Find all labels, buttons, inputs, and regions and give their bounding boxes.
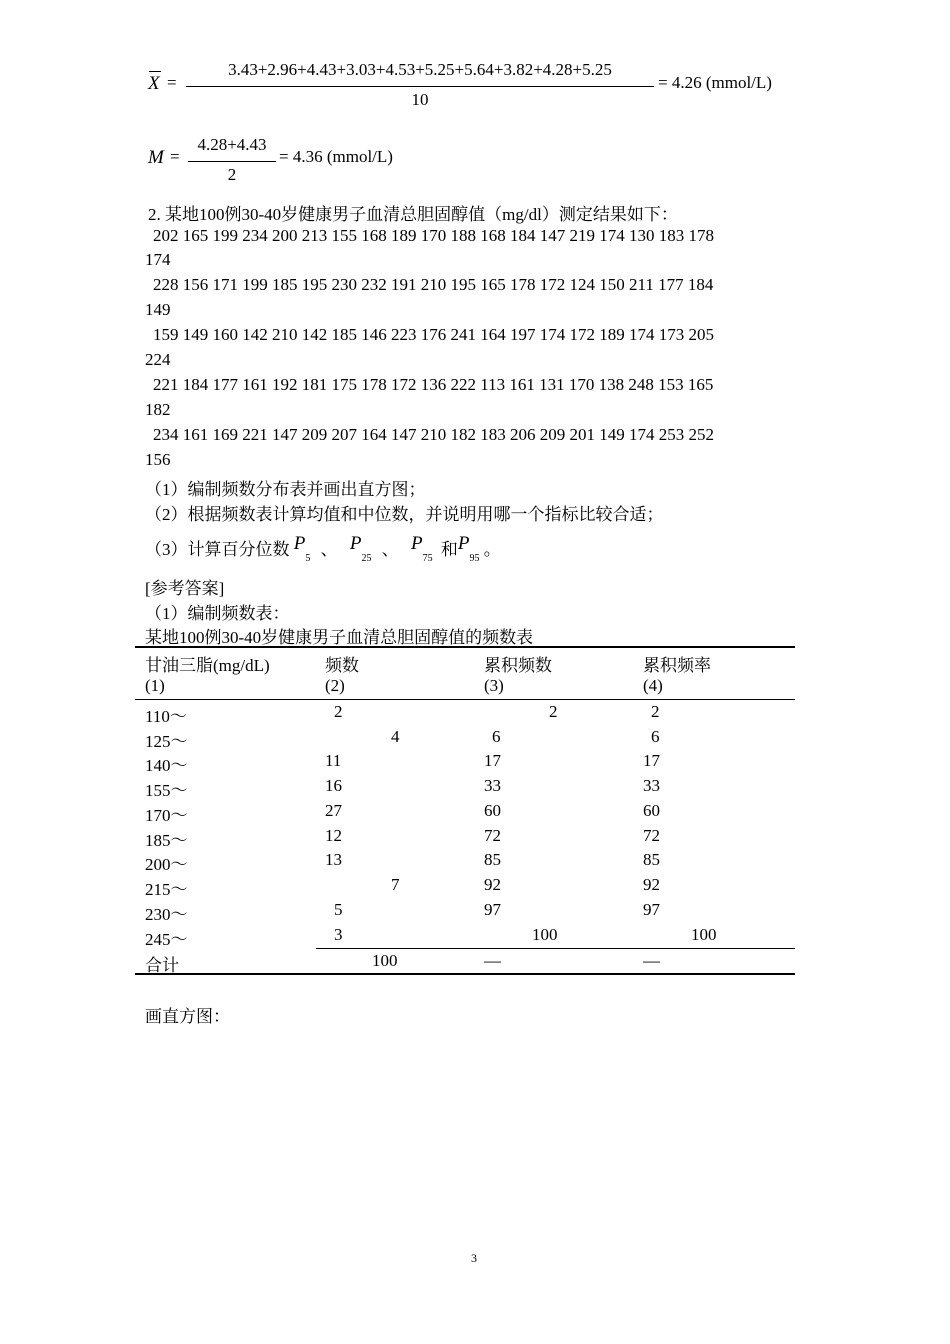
table-row-cumulative: 17 [484,751,501,770]
data-line: 159 149 160 142 210 142 185 146 223 176 241 164 197 174 172 189 174 173 205 [153,325,714,344]
mean-equals: = [167,73,177,92]
table-row-cumulative-rate: 85 [643,850,660,869]
page-number: 3 [471,1251,477,1265]
table-row-cumulative: 100 [532,925,558,944]
table-header-cell: 累积频数 [484,656,552,675]
table-row-interval: 125～ [145,732,188,751]
table-row-interval: 155～ [145,781,188,800]
mean-numerator: 3.43+2.96+4.43+3.03+4.53+5.25+5.64+3.82+4.28+5.25 [228,60,612,79]
percentile-subscript: 95 [469,553,480,564]
table-row-interval: 110～ [145,707,187,726]
mean-denominator: 10 [411,90,429,109]
task-3-prefix: （3）计算百分位数 [145,540,290,559]
data-line: 174 [145,250,171,269]
table-row-frequency: 12 [325,826,342,845]
data-line: 182 [145,400,171,419]
answer-step-1: （1）编制频数表： [145,604,290,623]
median-equals: = [170,147,180,166]
table-header-cell: 频数 [325,656,359,675]
table-total-cumulative-rate: — [643,951,660,970]
table-row-cumulative: 6 [492,727,501,746]
table-row-cumulative: 33 [484,776,501,795]
data-line: 221 184 177 161 192 181 175 178 172 136 222 113 161 131 170 138 248 153 165 [153,375,714,394]
table-header-num: (4) [643,676,663,695]
table-row-interval: 215～ [145,880,188,899]
data-line: 234 161 169 221 147 209 207 164 147 210 182 183 206 209 201 149 174 253 252 [153,425,714,444]
task-1: （1）编制频数分布表并画出直方图； [145,480,426,499]
table-title: 某地100例30-40岁健康男子血清总胆固醇值的频数表 [145,628,534,647]
table-row-frequency: 27 [325,801,342,820]
median-numerator: 4.28+4.43 [197,135,267,154]
table-row-cumulative-rate: 100 [691,925,717,944]
overbar [149,71,161,72]
table-row-cumulative: 85 [484,850,501,869]
table-row-interval: 230～ [145,905,188,924]
table-row-frequency: 2 [334,702,343,721]
table-total-cumulative: — [484,951,501,970]
table-header-num: (2) [325,676,345,695]
table-row-cumulative-rate: 33 [643,776,660,795]
median-denominator: 2 [227,165,237,184]
percentile-subscript: 75 [422,553,433,564]
table-row-interval: 140～ [145,756,188,775]
table-row-frequency: 3 [334,925,343,944]
percentile-symbol: P [410,533,423,554]
table-row-cumulative-rate: 6 [651,727,660,746]
percentile-subscript: 25 [361,553,372,564]
table-bottom-rule [135,973,795,975]
data-line: 156 [145,450,171,469]
data-line: 149 [145,300,171,319]
table-row-interval: 185～ [145,831,188,850]
answer-heading: [参考答案] [145,579,225,598]
median-symbol: M [148,147,164,168]
table-row-frequency: 16 [325,776,342,795]
histogram-label: 画直方图： [145,1007,230,1026]
percentile-symbol: P [457,533,470,554]
separator: 、 [381,540,399,559]
table-row-frequency: 11 [325,751,342,770]
data-line: 202 165 199 234 200 213 155 168 189 170 188 168 184 147 219 174 130 183 178 [153,226,714,245]
table-row-cumulative: 97 [484,900,501,919]
mean-symbol: X [148,73,160,94]
conjunction: 和 [440,540,458,559]
median-result: = 4.36 (mmol/L) [279,147,393,166]
table-row-cumulative-rate: 92 [643,875,660,894]
data-line: 224 [145,350,171,369]
period: 。 [483,540,501,559]
table-header-cell: 累积频率 [643,656,711,675]
question-title: 2. 某地100例30-40岁健康男子血清总胆固醇值（mg/dl）测定结果如下： [148,205,678,224]
percentile-subscript: 5 [305,553,311,564]
percentile-symbol: P [293,533,306,554]
table-header-num: (1) [145,676,165,695]
table-row-frequency: 13 [325,850,342,869]
median-fraction-bar [188,161,276,162]
table-row-cumulative: 2 [549,702,558,721]
table-row-cumulative-rate: 97 [643,900,660,919]
separator: 、 [320,540,338,559]
data-line: 228 156 171 199 185 195 230 232 191 210 195 165 178 172 124 150 211 177 184 [153,275,714,294]
table-row-cumulative-rate: 2 [651,702,660,721]
task-3 [145,533,501,564]
table-row-cumulative: 60 [484,801,501,820]
table-total-label: 合计 [145,956,179,975]
table-total-frequency: 100 [372,951,398,970]
table-header-num: (3) [484,676,504,695]
table-row-interval: 170～ [145,806,188,825]
table-row-frequency: 4 [391,727,400,746]
table-header-cell: 甘油三脂(mg/dL) [145,656,270,675]
table-row-cumulative-rate: 72 [643,826,660,845]
mean-result: = 4.26 (mmol/L) [658,73,772,92]
table-row-frequency: 5 [334,900,343,919]
table-row-interval: 245～ [145,930,188,949]
table-row-cumulative: 72 [484,826,501,845]
table-top-rule [135,646,795,648]
mean-fraction [186,58,654,114]
median-fraction [188,132,276,188]
table-total-rule [316,948,795,949]
mean-fraction-bar [186,86,654,87]
table-row-frequency: 7 [391,875,400,894]
task-2: （2）根据频数表计算均值和中位数，并说明用哪一个指标比较合适； [145,505,664,524]
percentile-symbol: P [349,533,362,554]
table-row-cumulative-rate: 60 [643,801,660,820]
table-row-cumulative-rate: 17 [643,751,660,770]
table-header-rule [135,699,795,700]
table-row-cumulative: 92 [484,875,501,894]
table-row-interval: 200～ [145,855,188,874]
